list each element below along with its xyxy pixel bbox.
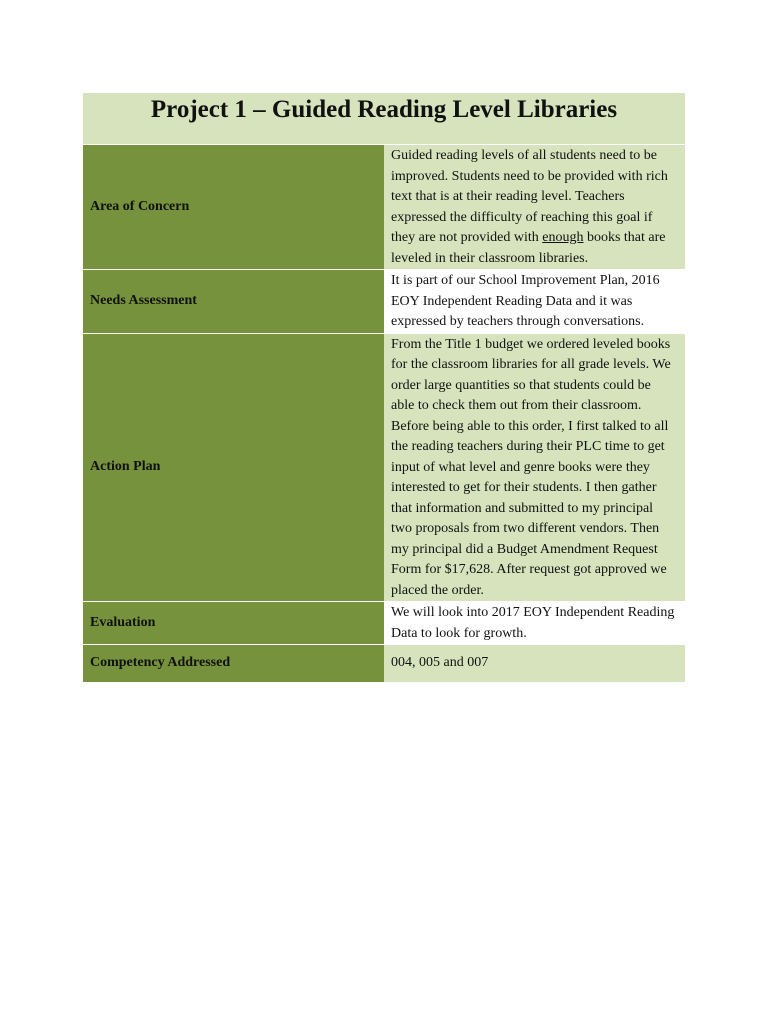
evaluation-row xyxy=(83,602,685,645)
action-plan-label: Action Plan xyxy=(83,333,384,602)
area-of-concern-text-end: books that are leveled in their classroom libraries. xyxy=(391,230,666,266)
action-plan-content: From the Title 1 budget we ordered leveled books for the classroom libraries for all grade levels. We order large quantities so that students could be able to check them out from their classroom. Before being able to this order, I first talked to all the reading teachers during their PLC time to get input of what level and genre books were they interested to get for their students. I then gather that information and submitted to my principal two proposals from two different vendors. Then my principal did a Budget Amendment Request Form for $17,628. After request got approved we placed the order. xyxy=(384,333,685,602)
competency-addressed-content: 004, 005 and 007 xyxy=(384,645,685,683)
project-table xyxy=(83,93,685,683)
project-title: Project 1 – Guided Reading Level Libraries xyxy=(150,96,618,123)
competency-addressed-label: Competency Addressed xyxy=(83,645,384,683)
needs-assessment-row xyxy=(83,270,685,334)
area-of-concern-text: Guided reading levels of all students need to be improved. Students need to be provided with rich text that is at their reading level. Teachers expressed the difficulty of reaching this goal if they are not provided with xyxy=(391,148,668,245)
area-of-concern-content xyxy=(384,145,685,270)
competency-addressed-row xyxy=(83,645,685,683)
title-cell xyxy=(83,93,685,145)
evaluation-label: Evaluation xyxy=(83,602,384,645)
needs-assessment-content: It is part of our School Improvement Plan, 2016 EOY Independent Reading Data and it was expressed by teachers through conversations. xyxy=(384,270,685,334)
area-of-concern-row xyxy=(83,145,685,270)
needs-assessment-label: Needs Assessment xyxy=(83,270,384,334)
area-of-concern-label: Area of Concern xyxy=(83,145,384,270)
area-of-concern-underlined-word: enough xyxy=(542,230,584,245)
action-plan-row xyxy=(83,333,685,602)
evaluation-content: We will look into 2017 EOY Independent Reading Data to look for growth. xyxy=(384,602,685,645)
title-row xyxy=(83,93,685,145)
